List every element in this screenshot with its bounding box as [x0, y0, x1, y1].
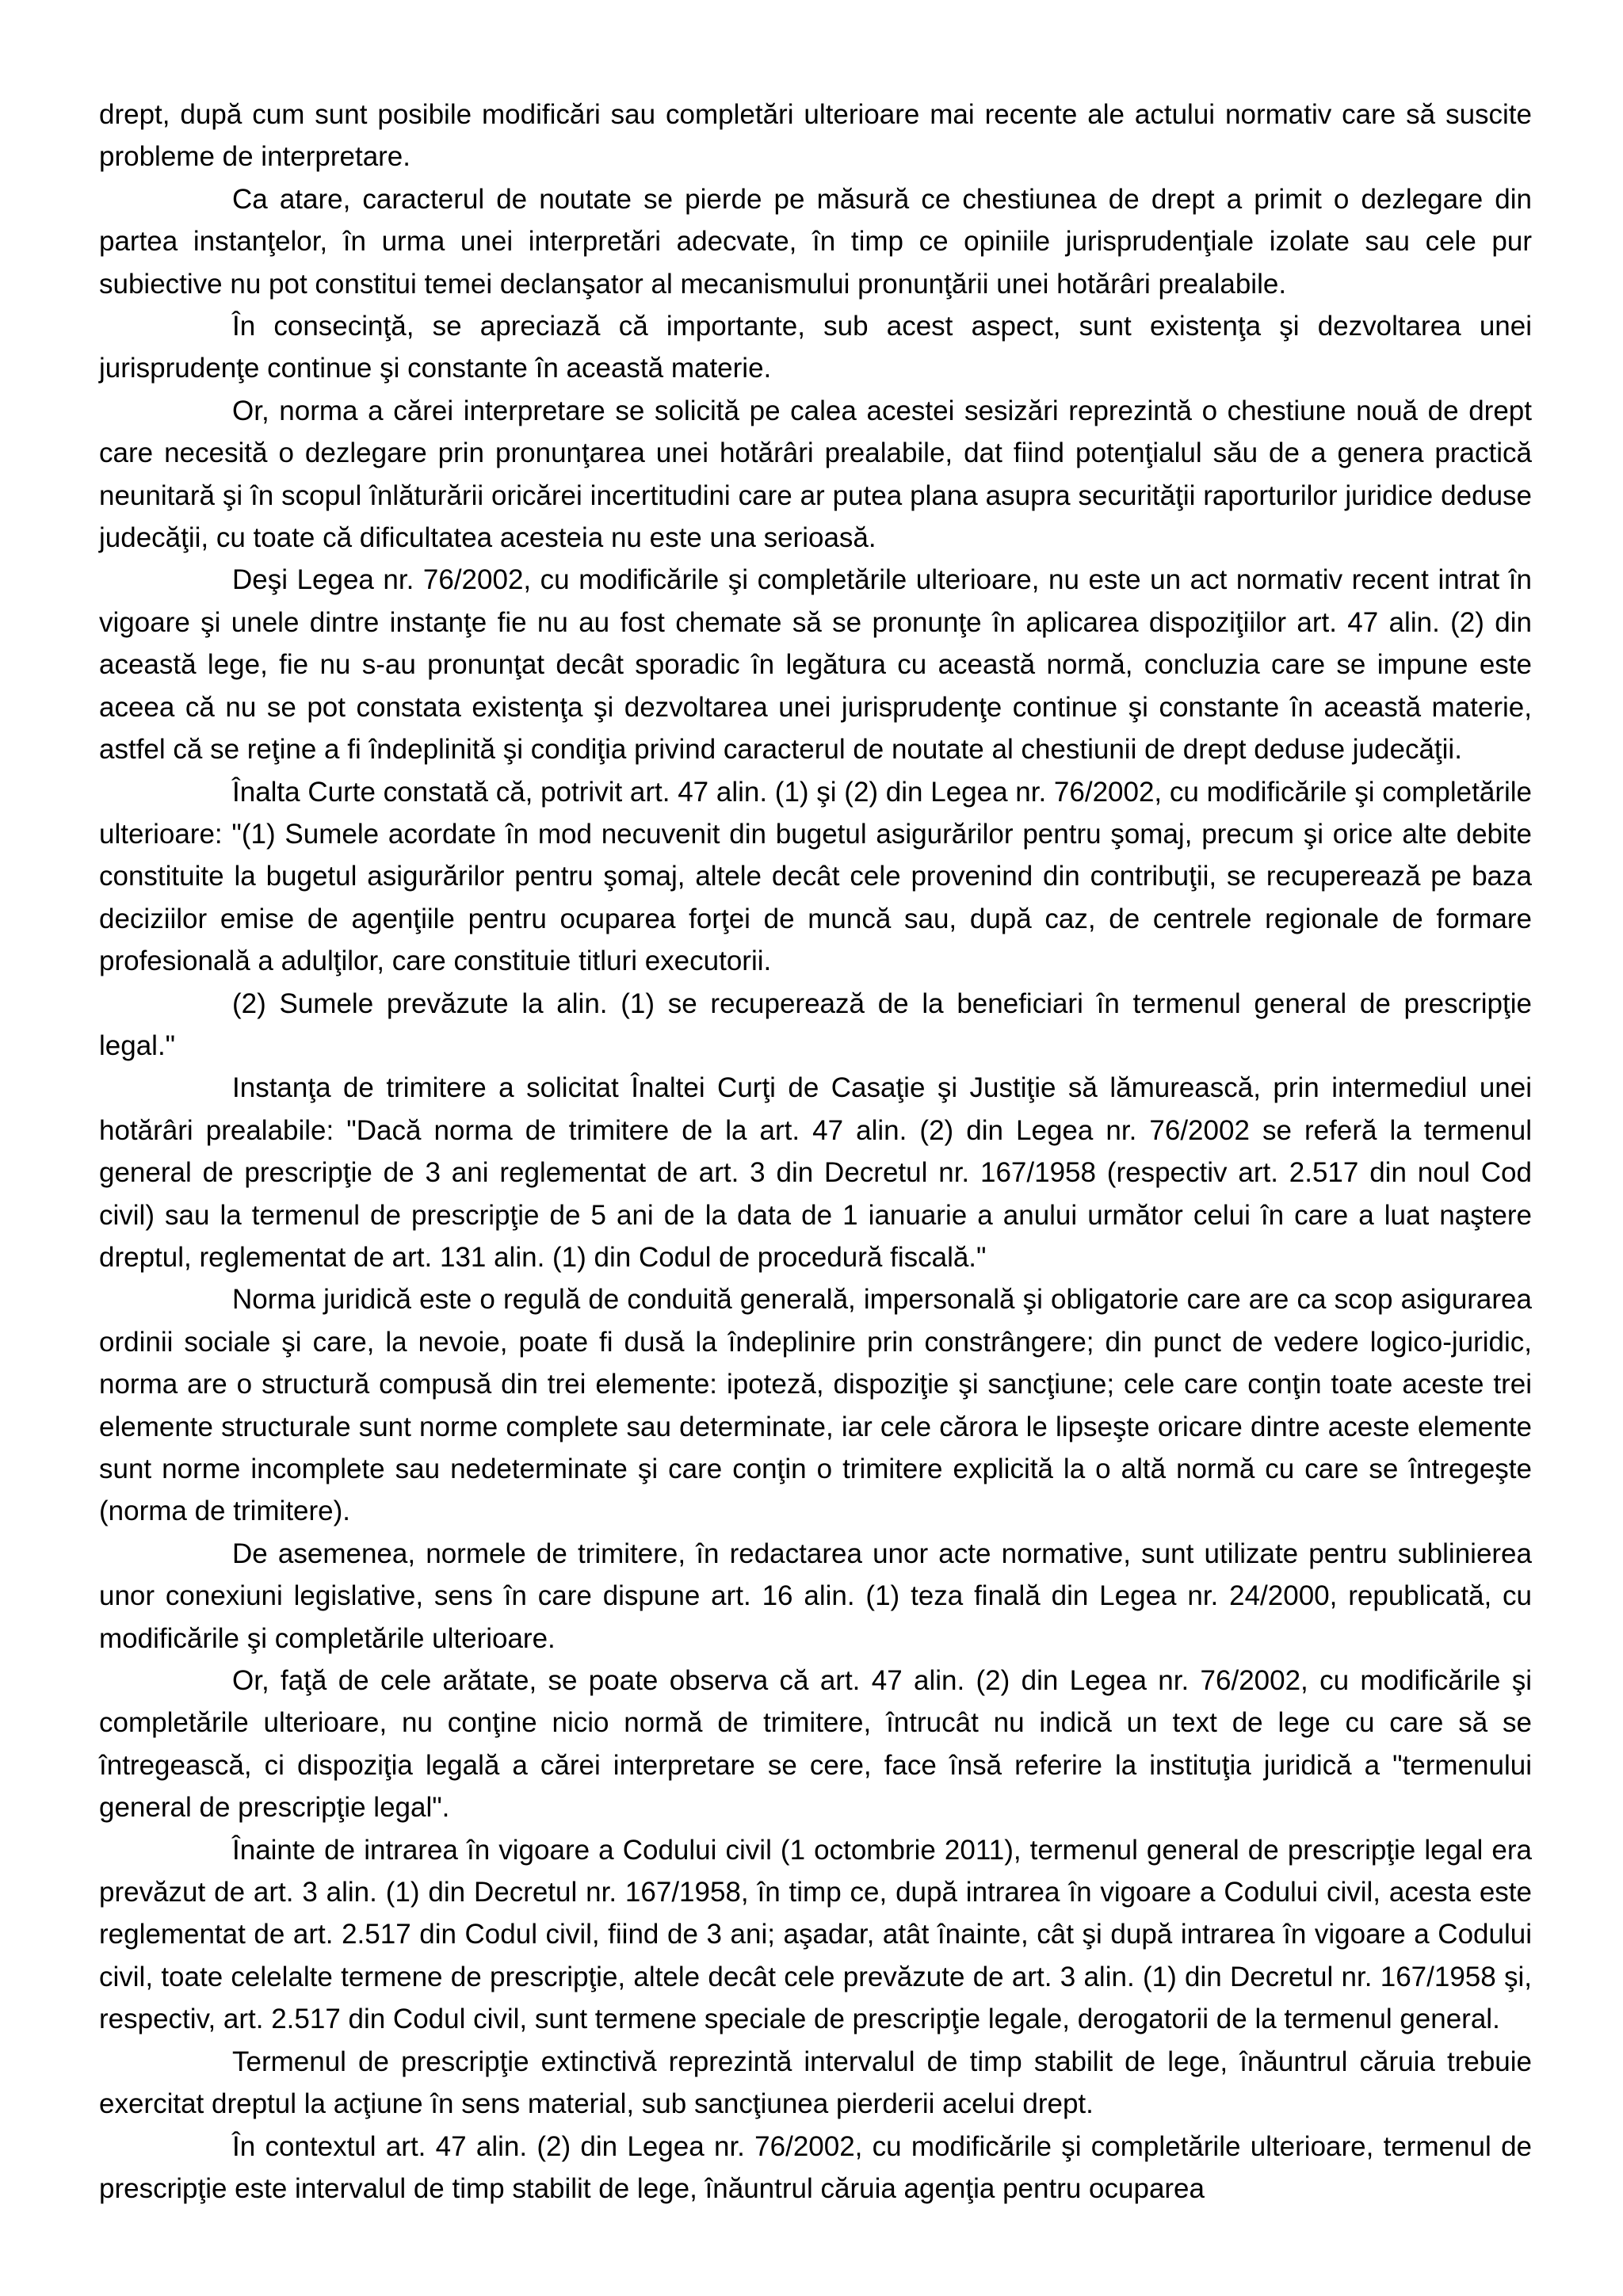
- paragraph-8: Instanţa de trimitere a solicitat Înaltei Curţi de Casaţie şi Justiţie să lămurească, prin intermediul unei hotărâri prealabile: "Dacă norma de trimitere de la art. 47 alin. (2) din Legea nr. 76/2002 se referă la termenul general de prescripţie de 3 ani reglementat de art. 3 din Decretul nr. 167/1958 (respectiv art. 2.517 din noul Cod civil) sau la termenul de prescripţie de 5 ani de la data de 1 ianuarie a anului următor celui în care a luat naştere dreptul, reglementat de art. 131 alin. (1) din Codul de procedură fiscală.": [99, 1072, 1532, 1273]
- paragraph-11: Or, faţă de cele arătate, se poate observa că art. 47 alin. (2) din Legea nr. 76/2002, cu modificările şi completările ulterioare, nu conţine nicio normă de trimitere, întrucât nu indică un text de lege cu care să se întregească, ci dispoziţia legală a cărei interpretare se cere, face însă referire la instituţia juridică a "termenului general de prescripţie legal".: [99, 1665, 1532, 1824]
- paragraph-14: În contextul art. 47 alin. (2) din Legea nr. 76/2002, cu modificările şi completările ulterioare, termenul de prescripţie este intervalul de timp stabilit de lege, înăuntrul căruia agenţia pentru ocuparea: [99, 2130, 1532, 2204]
- paragraph-5: Deşi Legea nr. 76/2002, cu modificările şi completările ulterioare, nu este un act normativ recent intrat în vigoare şi unele dintre instanţe fie nu au fost chemate să se pronunţe în aplicarea dispoziţiilor art. 47 alin. (2) din această lege, fie nu s-au pronunţat decât sporadic în legătura cu această normă, concluzia care se impune este aceea că nu se pot constata existenţa şi dezvoltarea unei jurisprudenţe continue şi constante în această materie, astfel că se reţine a fi îndeplinită şi condiţia privind caracterul de noutate al chestiunii de drept deduse judecăţii.: [99, 564, 1532, 766]
- paragraph-3: În consecinţă, se apreciază că importante, sub acest aspect, sunt existenţa şi dezvoltarea unei jurisprudenţe continue şi constante în această materie.: [99, 311, 1532, 384]
- paragraph-12: Înainte de intrarea în vigoare a Codului civil (1 octombrie 2011), termenul general de prescripţie legal era prevăzut de art. 3 alin. (1) din Decretul nr. 167/1958, în timp ce, după intrarea în vigoare a Codului civil, acesta este reglementat de art. 2.517 din Codul civil, fiind de 3 ani; aşadar, atât înainte, cât şi după intrarea în vigoare a Codului civil, toate celelalte termene de prescripţie, altele decât cele prevăzute de art. 3 alin. (1) din Decretul nr. 167/1958 şi, respectiv, art. 2.517 din Codul civil, sunt termene speciale de prescripţie legale, derogatorii de la termenul general.: [99, 1834, 1532, 2035]
- paragraph-10: De asemenea, normele de trimitere, în redactarea unor acte normative, sunt utilizate pentru sublinierea unor conexiuni legislative, sens în care dispune art. 16 alin. (1) teza finală din Legea nr. 24/2000, republicată, cu modificările şi completările ulterioare.: [99, 1538, 1532, 1654]
- paragraph-1: drept, după cum sunt posibile modificări sau completări ulterioare mai recente ale actului normativ care să suscite probleme de interpretare.: [99, 99, 1532, 173]
- paragraph-9: Norma juridică este o regulă de conduită generală, impersonală şi obligatorie care are ca scop asigurarea ordinii sociale şi care, la nevoie, poate fi dusă la îndeplinire prin constrângere; din punct de vedere logico-juridic, norma are o structură compusă din trei elemente: ipoteză, dispoziţie şi sancţiune; cele care conţin toate aceste trei elemente structurale sunt norme complete sau determinate, iar cele cărora le lipseşte oricare dintre aceste elemente sunt norme incomplete sau nedeterminate şi care conţin o trimitere explicită la o altă normă cu care se întregeşte (norma de trimitere).: [99, 1284, 1532, 1527]
- paragraph-7: (2) Sumele prevăzute la alin. (1) se recuperează de la beneficiari în termenul general de prescripţie legal.": [99, 988, 1532, 1061]
- paragraph-6: Înalta Curte constată că, potrivit art. 47 alin. (1) şi (2) din Legea nr. 76/2002, cu modificările şi completările ulterioare: "(1) Sumele acordate în mod necuvenit din bugetul asigurărilor pentru şomaj, precum şi orice alte debite constituite la bugetul asigurărilor pentru şomaj, altele decât cele provenind din contribuţii, se recuperează pe baza deciziilor emise de agenţiile pentru ocuparea forţei de muncă sau, după caz, de centrele regionale de formare profesională a adulţilor, care constituie titluri executorii.: [99, 776, 1532, 977]
- paragraph-2: Ca atare, caracterul de noutate se pierde pe măsură ce chestiunea de drept a primit o dezlegare din partea instanţelor, în urma unei interpretări adecvate, în timp ce opiniile jurisprudenţiale izolate sau cele pur subiective nu pot constitui temei declanşator al mecanismului pronunţării unei hotărâri prealabile.: [99, 183, 1532, 300]
- paragraph-4: Or, norma a cărei interpretare se solicită pe calea acestei sesizări reprezintă o chestiune nouă de drept care necesită o dezlegare prin pronunţarea unei hotărâri prealabile, dat fiind potenţialul său de a genera practică neunitară şi în scopul înlăturării oricărei incertitudini care ar putea plana asupra securităţii raporturilor juridice deduse judecăţii, cu toate că dificultatea acesteia nu este una serioasă.: [99, 395, 1532, 554]
- paragraph-13: Termenul de prescripţie extinctivă reprezintă intervalul de timp stabilit de lege, înăuntrul căruia trebuie exercitat dreptul la acţiune în sens material, sub sancţiunea pierderii acelui drept.: [99, 2046, 1532, 2120]
